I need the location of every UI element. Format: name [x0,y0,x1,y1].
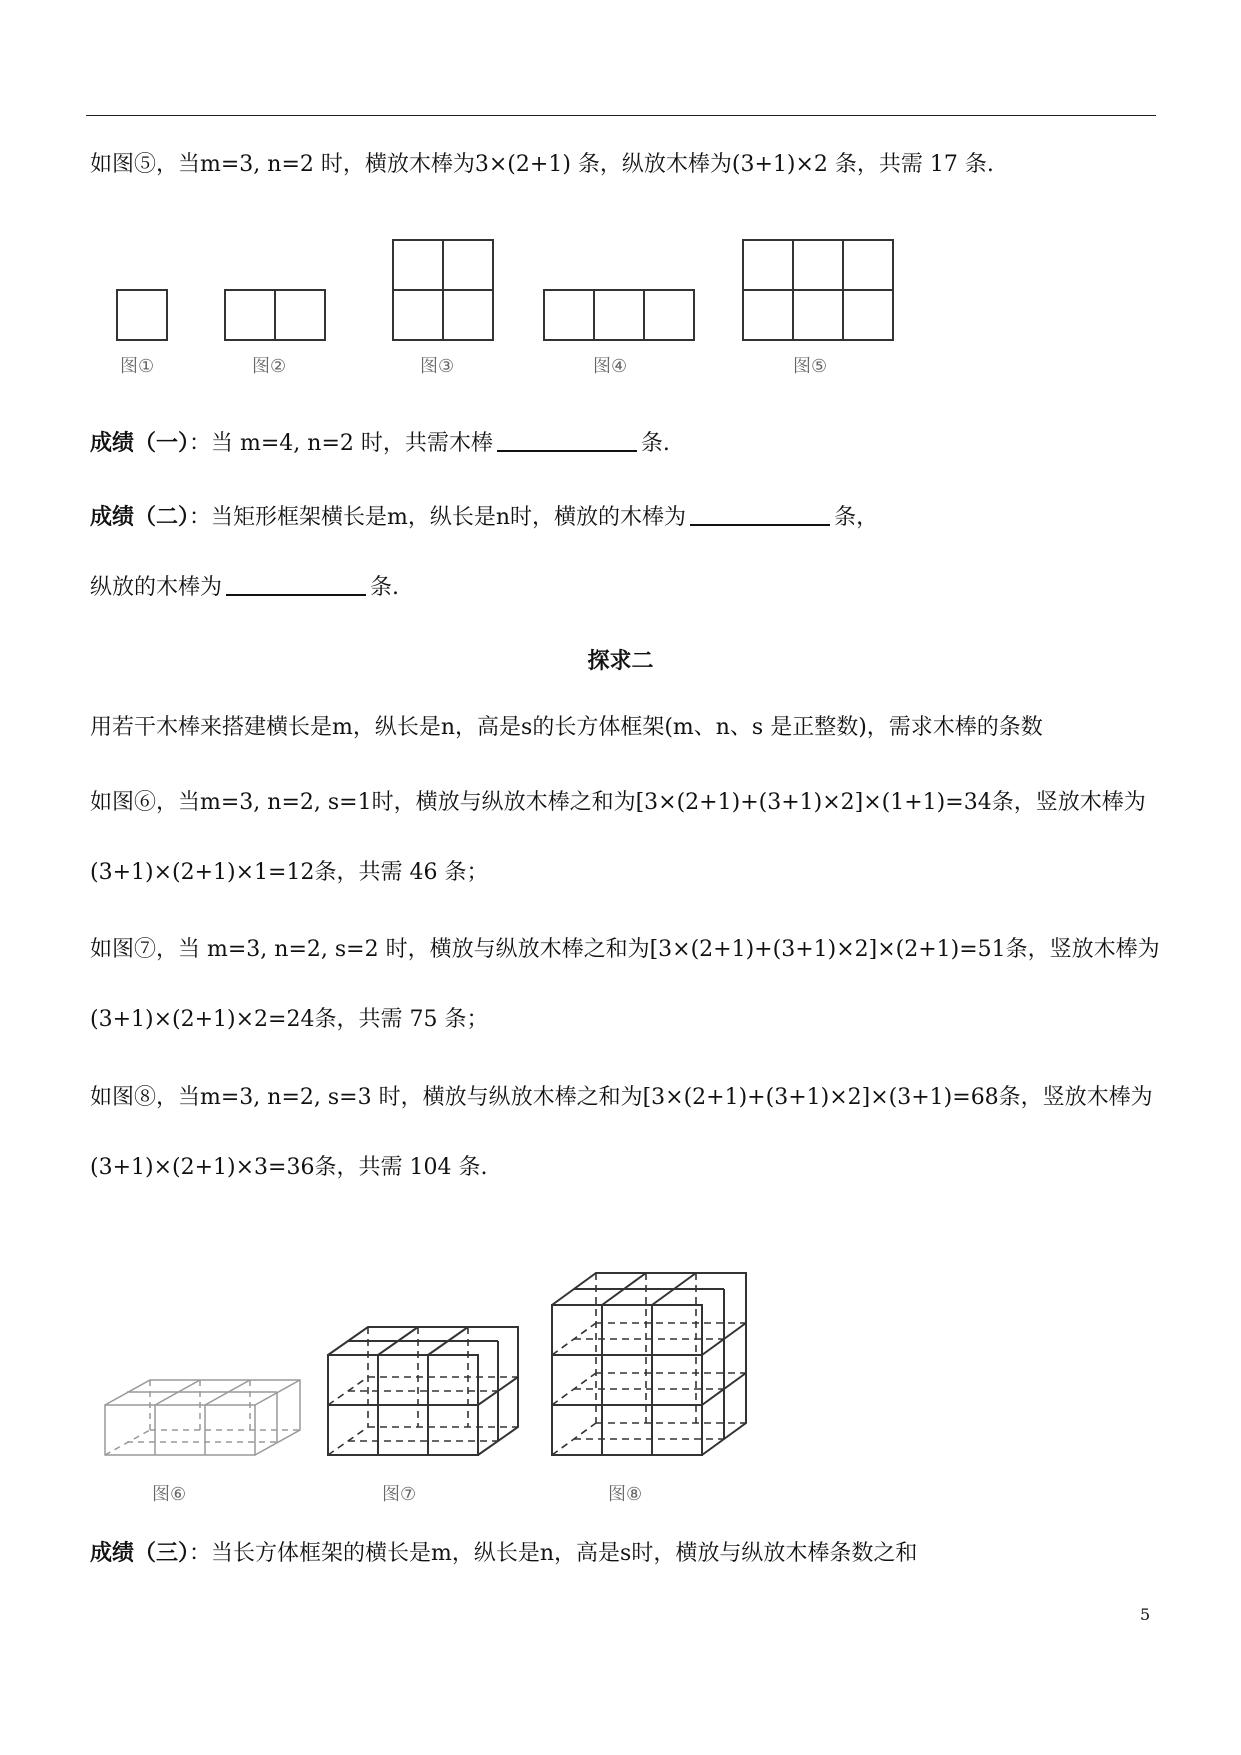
paragraph-6: 如图⑧，当m=3, n=2, s=3 时，横放与纵放木棒之和为[3×(2+1)+(3+1)×2]×(3+1)=68条，竖放木棒为 [90,1085,1153,1110]
fig7-caption: 图⑦ [382,1484,417,1505]
page-number: 5 [1140,1605,1151,1624]
q2-text: ：当矩形框架横长是m，纵长是n时，横放的木棒为 [189,505,687,530]
fig8-caption: 图⑧ [608,1484,643,1505]
section-title: 探求二 [587,648,654,674]
fig4-rect [544,290,694,340]
q2-answer-blank-2[interactable] [226,572,366,596]
intro-paragraph: 如图⑤，当m=3, n=2 时，横放木棒为3×(2+1) 条，纵放木棒为(3+1)×2 条，共需 17 条. [90,152,994,177]
fig4-caption: 图④ [593,356,628,377]
fig1-square [117,290,167,340]
fig3-caption: 图③ [420,356,455,377]
paragraph-3: (3+1)×(2+1)×1=12条，共需 46 条； [90,860,489,885]
fig5-caption: 图⑤ [793,356,828,377]
fig7-cuboid [328,1327,518,1455]
q2b-after: 条. [370,575,400,600]
q1-answer-blank[interactable] [497,428,637,452]
fig8-cuboid [552,1273,746,1455]
q2-after: 条， [834,505,879,530]
paragraph-2: 如图⑥，当m=3, n=2, s=1时，横放与纵放木棒之和为[3×(2+1)+(3+1)×2]×(1+1)=34条，竖放木棒为 [90,790,1146,815]
q2b-text: 纵放的木棒为 [90,575,223,600]
question-1 [90,428,670,459]
question-2-cont [90,572,399,603]
fig6-cuboid [105,1380,300,1455]
q1-label: 成绩（一） [90,430,190,456]
figures-3d [90,1225,830,1515]
q1-text: ：当 m=4, n=2 时，共需木棒 [189,431,493,456]
paragraph-5: (3+1)×(2+1)×2=24条，共需 75 条； [90,1007,489,1032]
fig6-caption: 图⑥ [152,1484,187,1505]
q2-answer-blank-1[interactable] [690,502,830,526]
fig1-caption: 图① [120,356,155,377]
header-rule [86,115,1156,116]
figures-2d [100,225,920,380]
fig2-caption: 图② [252,356,287,377]
paragraph-1: 用若干木棒来搭建横长是m，纵长是n，高是s的长方体框架(m、n、s 是正整数)，需求木棒的条数 [90,715,1043,740]
q2-label: 成绩（二） [90,504,190,530]
q3-label: 成绩（三） [90,1540,190,1566]
paragraph-4: 如图⑦，当 m=3, n=2, s=2 时，横放与纵放木棒之和为[3×(2+1)+(3+1)×2]×(2+1)=51条，竖放木棒为 [90,937,1160,962]
question-3 [90,1538,917,1569]
q3-text: ：当长方体框架的横长是m，纵长是n，高是s时，横放与纵放木棒条数之和 [189,1541,918,1566]
question-2 [90,502,878,533]
q1-after: 条. [640,431,670,456]
paragraph-7: (3+1)×(2+1)×3=36条，共需 104 条. [90,1155,488,1180]
